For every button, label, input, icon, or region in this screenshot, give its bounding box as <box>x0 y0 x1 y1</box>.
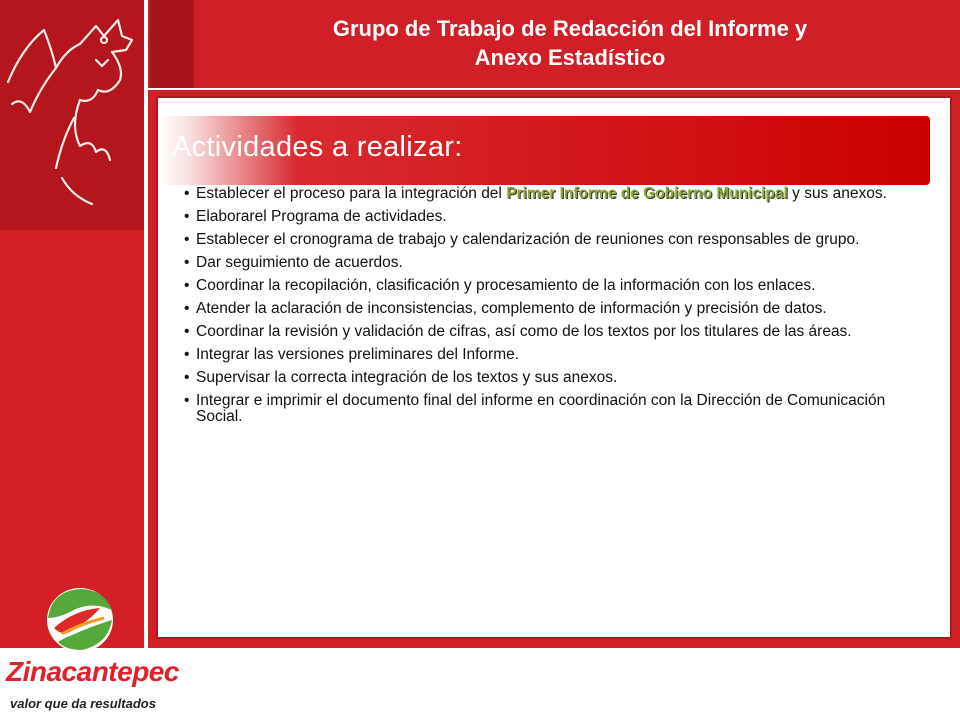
activity-text: Integrar e imprimir el documento final del informe en coordinación con la Dirección de Comunicación Social. <box>196 392 886 425</box>
brand-slogan: valor que da resultados <box>10 696 156 711</box>
activity-item <box>184 393 894 425</box>
activity-item <box>184 232 894 248</box>
activity-item <box>184 209 894 225</box>
highlighted-text: Primer Informe de Gobierno Municipal <box>506 185 788 202</box>
section-heading: Actividades a realizar: <box>172 131 463 163</box>
activities-list <box>184 186 894 432</box>
zinacantepec-logo-icon <box>40 584 120 654</box>
activity-item <box>184 301 894 317</box>
activity-item <box>184 370 894 386</box>
activity-text: Establecer el cronograma de trabajo y calendarización de reuniones con responsables de grupo. <box>196 231 860 248</box>
activity-text: Integrar las versiones preliminares del Informe. <box>196 346 520 363</box>
bat-outline-icon <box>0 0 150 230</box>
activity-text: y sus anexos. <box>787 185 887 202</box>
activity-text: Elaborarel Programa de actividades. <box>196 208 447 225</box>
activity-text: Coordinar la revisión y validación de cifras, así como de los textos por los titulares de las áreas. <box>196 323 852 340</box>
horizontal-divider <box>146 88 960 90</box>
decorative-strip <box>150 0 194 90</box>
brand-name: Zinacantepec <box>6 656 179 687</box>
activity-item <box>184 186 894 202</box>
vertical-divider <box>144 0 148 648</box>
slide-title: Grupo de Trabajo de Redacción del Informe y Anexo Estadístico <box>332 16 808 70</box>
activity-item <box>184 255 894 271</box>
activity-text: Coordinar la recopilación, clasificación y procesamiento de la información con los enlaces. <box>196 277 816 294</box>
activity-item <box>184 347 894 363</box>
activity-text: Dar seguimiento de acuerdos. <box>196 254 403 271</box>
activity-text: Atender la aclaración de inconsistencias, complemento de información y precisión de datos. <box>196 300 827 317</box>
activity-text: Establecer el proceso para la integración del <box>196 185 507 202</box>
activity-item <box>184 278 894 294</box>
activity-item <box>184 324 894 340</box>
activity-text: Supervisar la correcta integración de los textos y sus anexos. <box>196 369 618 386</box>
